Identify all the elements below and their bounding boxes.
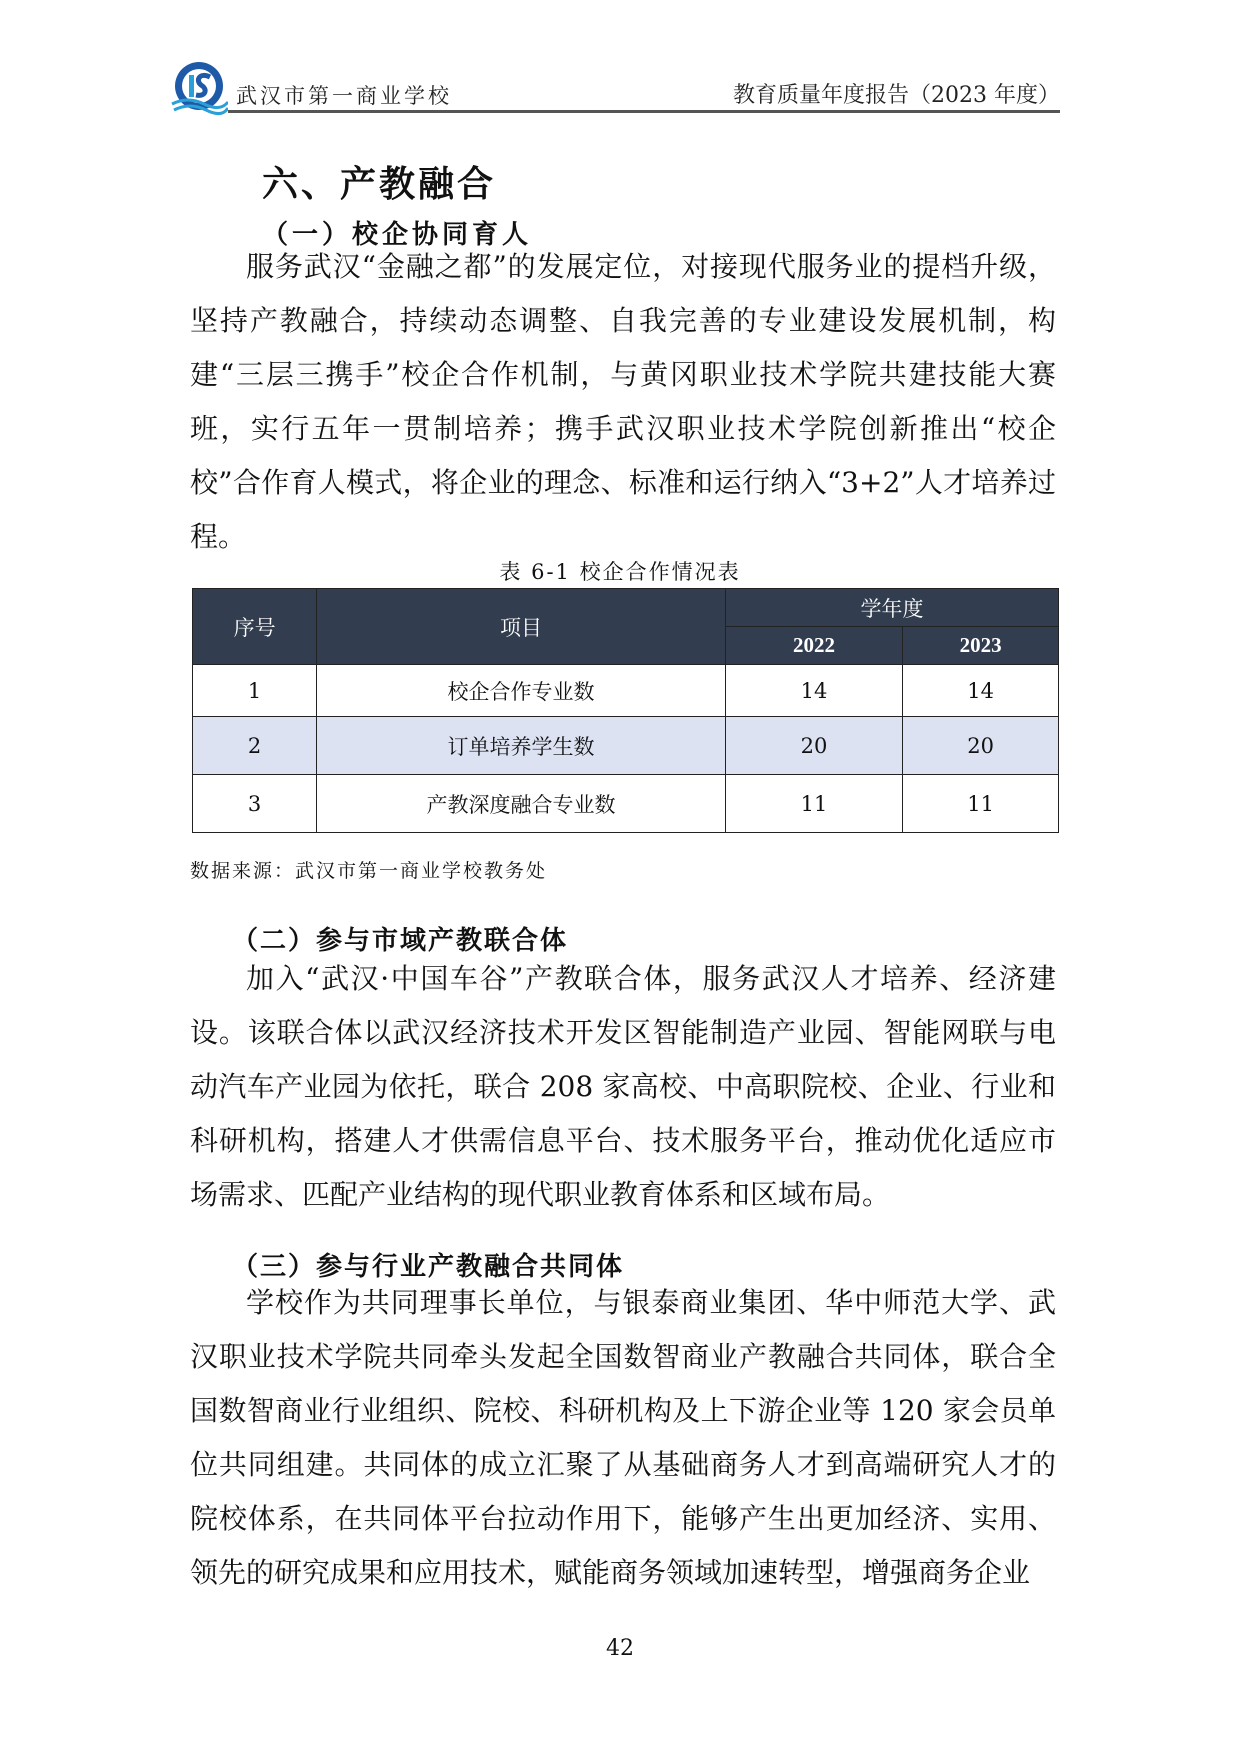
subsection-2-paragraph: 加入“武汉·中国车谷”产教联合体，服务武汉人才培养、经济建设。该联合体以武汉经济技术开发区智能制造产业园、智能网联与电动汽车产业园为依托，联合 208 家高校、中高职院校、企业、行业和科研机构，搭建人才供需信息平台、技术服务平台，推动优化适应市场需求、匹配产业结构的现代职业教育体系和区域布局。 (190, 962, 1056, 1211)
header-year-2023: 2023 (903, 627, 1059, 665)
school-name: 武汉市第一商业学校 (236, 84, 452, 108)
table-caption: 表 6-1 校企合作情况表 (499, 560, 741, 584)
cell-2022: 20 (725, 717, 902, 775)
subsection-2-title: （二）参与市域产教联合体 (232, 926, 569, 956)
header-item: 项目 (317, 589, 726, 665)
cell-item: 订单培养学生数 (317, 717, 726, 775)
cell-2022: 14 (725, 665, 902, 717)
cell-item: 产教深度融合专业数 (317, 775, 726, 833)
cell-index: 1 (193, 665, 317, 717)
cell-2022: 11 (725, 775, 902, 833)
section-title: 六、产教融合 (262, 164, 497, 205)
table-row (193, 775, 1059, 833)
cell-2023: 20 (903, 717, 1059, 775)
cooperation-table (192, 588, 1059, 833)
header-year-2022: 2022 (725, 627, 902, 665)
cell-item: 校企合作专业数 (317, 665, 726, 717)
cell-2023: 14 (903, 665, 1059, 717)
subsection-1-paragraph: 服务武汉“金融之都”的发展定位，对接现代服务业的提档升级，坚持产教融合，持续动态调整、自我完善的专业建设发展机制，构建“三层三携手”校企合作机制，与黄冈职业技术学院共建技能大赛班，实行五年一贯制培养；携手武汉职业技术学院创新推出“校企校”合作育人模式，将企业的理念、标准和运行纳入“3+2”人才培养过程。 (190, 250, 1056, 553)
table-source: 数据来源：武汉市第一商业学校教务处 (190, 860, 548, 882)
page-header (170, 60, 1060, 112)
header-index: 序号 (193, 589, 317, 665)
school-logo-icon (170, 60, 228, 116)
table-row (193, 717, 1059, 775)
subsection-3-title: （三）参与行业产教融合共同体 (232, 1252, 625, 1282)
page-number: 42 (606, 1636, 634, 1661)
header-divider (228, 110, 1060, 113)
table-row (193, 665, 1059, 717)
cell-index: 2 (193, 717, 317, 775)
cell-index: 3 (193, 775, 317, 833)
subsection-3-paragraph: 学校作为共同理事长单位，与银泰商业集团、华中师范大学、武汉职业技术学院共同牵头发起全国数智商业产教融合共同体，联合全国数智商业行业组织、院校、科研机构及上下游企业等 120 家会员单位共同组建。共同体的成立汇聚了从基础商务人才到高端研究人才的院校体系，在共同体平台拉动作用下，能够产生出更加经济、实用、领先的研究成果和应用技术，赋能商务领域加速转型，增强商务企业 (190, 1286, 1056, 1589)
cell-2023: 11 (903, 775, 1059, 833)
subsection-1-title: （一）校企协同育人 (262, 220, 533, 250)
header-year-group: 学年度 (725, 589, 1058, 627)
report-title: 教育质量年度报告（2023 年度） (733, 83, 1060, 108)
